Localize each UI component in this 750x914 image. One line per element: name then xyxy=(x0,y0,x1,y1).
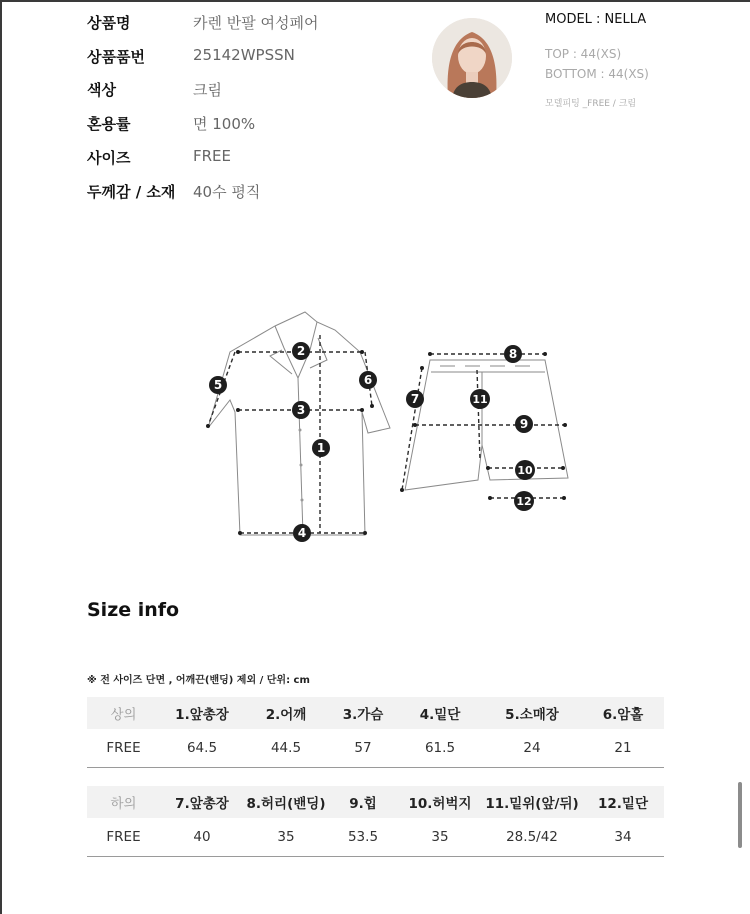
marker-9 xyxy=(515,415,533,433)
table-cell: 24 xyxy=(523,740,541,756)
table-cell: FREE xyxy=(106,829,141,845)
marker-7 xyxy=(406,390,424,408)
table-header-row xyxy=(87,697,664,729)
marker-label: 11 xyxy=(472,393,488,406)
size-info-title: Size info xyxy=(87,599,180,621)
marker-8 xyxy=(504,345,522,363)
marker-5 xyxy=(209,376,227,394)
marker-label: 8 xyxy=(508,347,518,361)
marker-4 xyxy=(293,524,311,542)
marker-label: 6 xyxy=(363,373,373,387)
table-cell: 40 xyxy=(193,829,211,845)
info-label: 두께감 / 소재 xyxy=(87,183,176,201)
marker-1 xyxy=(312,439,330,457)
info-label: 색상 xyxy=(87,81,116,99)
info-label: 혼용률 xyxy=(87,115,131,133)
table-header-cell: 하의 xyxy=(110,796,137,812)
table-header-cell: 4.밑단 xyxy=(419,707,461,723)
table-header-cell: 5.소매장 xyxy=(505,707,559,723)
model-bottom-size: BOTTOM : 44(XS) xyxy=(545,67,649,81)
info-value: 25142WPSSN xyxy=(193,46,295,64)
top-size-table xyxy=(87,697,664,768)
bottom-size-table xyxy=(87,786,664,857)
table-header-cell: 11.밑위(앞/뒤) xyxy=(485,796,579,812)
marker-3 xyxy=(292,401,310,419)
table-cell: FREE xyxy=(106,740,141,756)
table-cell: 64.5 xyxy=(186,740,218,756)
model-avatar xyxy=(432,18,512,98)
screen-top-edge xyxy=(0,0,750,2)
table-header-cell: 6.암홀 xyxy=(602,707,644,723)
info-value: 크림 xyxy=(193,81,222,99)
marker-11 xyxy=(470,389,490,409)
table-header-cell: 3.가슴 xyxy=(342,707,384,723)
measurement-dots xyxy=(206,350,567,535)
info-label: 상품품번 xyxy=(87,48,145,66)
table-header-cell: 2.어깨 xyxy=(265,707,307,723)
marker-label: 12 xyxy=(516,495,532,508)
info-value: 40수 평직 xyxy=(193,183,261,201)
table-cell: 35 xyxy=(431,829,449,845)
model-name: MODEL : NELLA xyxy=(545,12,647,27)
table-header-cell: 1.앞총장 xyxy=(175,707,229,723)
marker-label: 4 xyxy=(297,526,307,540)
table-cell: 28.5/42 xyxy=(506,829,558,845)
marker-6 xyxy=(359,371,377,389)
table-header-cell: 12.밑단 xyxy=(598,796,648,812)
info-value: 카렌 반팔 여성페어 xyxy=(193,14,319,32)
screen-left-edge xyxy=(0,0,2,914)
table-cell: 44.5 xyxy=(270,740,302,756)
marker-label: 1 xyxy=(316,441,326,455)
garment-measurement-diagram xyxy=(190,300,590,550)
table-row xyxy=(87,729,664,768)
table-header-cell: 10.허벅지 xyxy=(408,796,472,812)
marker-label: 9 xyxy=(519,417,529,431)
table-header-cell: 8.허리(밴딩) xyxy=(246,796,326,812)
info-value: 면 100% xyxy=(193,115,256,133)
table-header-cell: 9.힙 xyxy=(349,796,377,812)
marker-label: 10 xyxy=(517,464,533,477)
table-header-cell: 상의 xyxy=(110,707,137,723)
marker-12 xyxy=(514,491,534,511)
info-value: FREE xyxy=(193,147,232,165)
info-label: 사이즈 xyxy=(87,149,131,167)
table-cell: 57 xyxy=(354,740,372,756)
marker-10 xyxy=(515,460,535,480)
table-header-cell: 7.앞총장 xyxy=(175,796,229,812)
table-cell: 21 xyxy=(614,740,632,756)
marker-label: 3 xyxy=(296,403,306,417)
size-info-note: ※ 전 사이즈 단면 , 어깨끈(밴딩) 제외 / 단위: cm xyxy=(87,675,310,686)
measurement-lines xyxy=(208,335,565,533)
marker-label: 5 xyxy=(213,378,223,392)
table-header-row xyxy=(87,786,664,818)
table-cell: 53.5 xyxy=(347,829,379,845)
model-top-size: TOP : 44(XS) xyxy=(545,47,622,61)
marker-label: 7 xyxy=(410,392,420,406)
table-cell: 61.5 xyxy=(424,740,456,756)
marker-2 xyxy=(292,342,310,360)
table-cell: 35 xyxy=(277,829,295,845)
table-row xyxy=(87,818,664,857)
table-cell: 34 xyxy=(614,829,632,845)
marker-label: 2 xyxy=(296,344,306,358)
info-label: 상품명 xyxy=(87,14,131,32)
model-fitting: 모델피팅 _FREE / 크림 xyxy=(545,99,637,109)
scrollbar-thumb[interactable] xyxy=(738,782,742,848)
